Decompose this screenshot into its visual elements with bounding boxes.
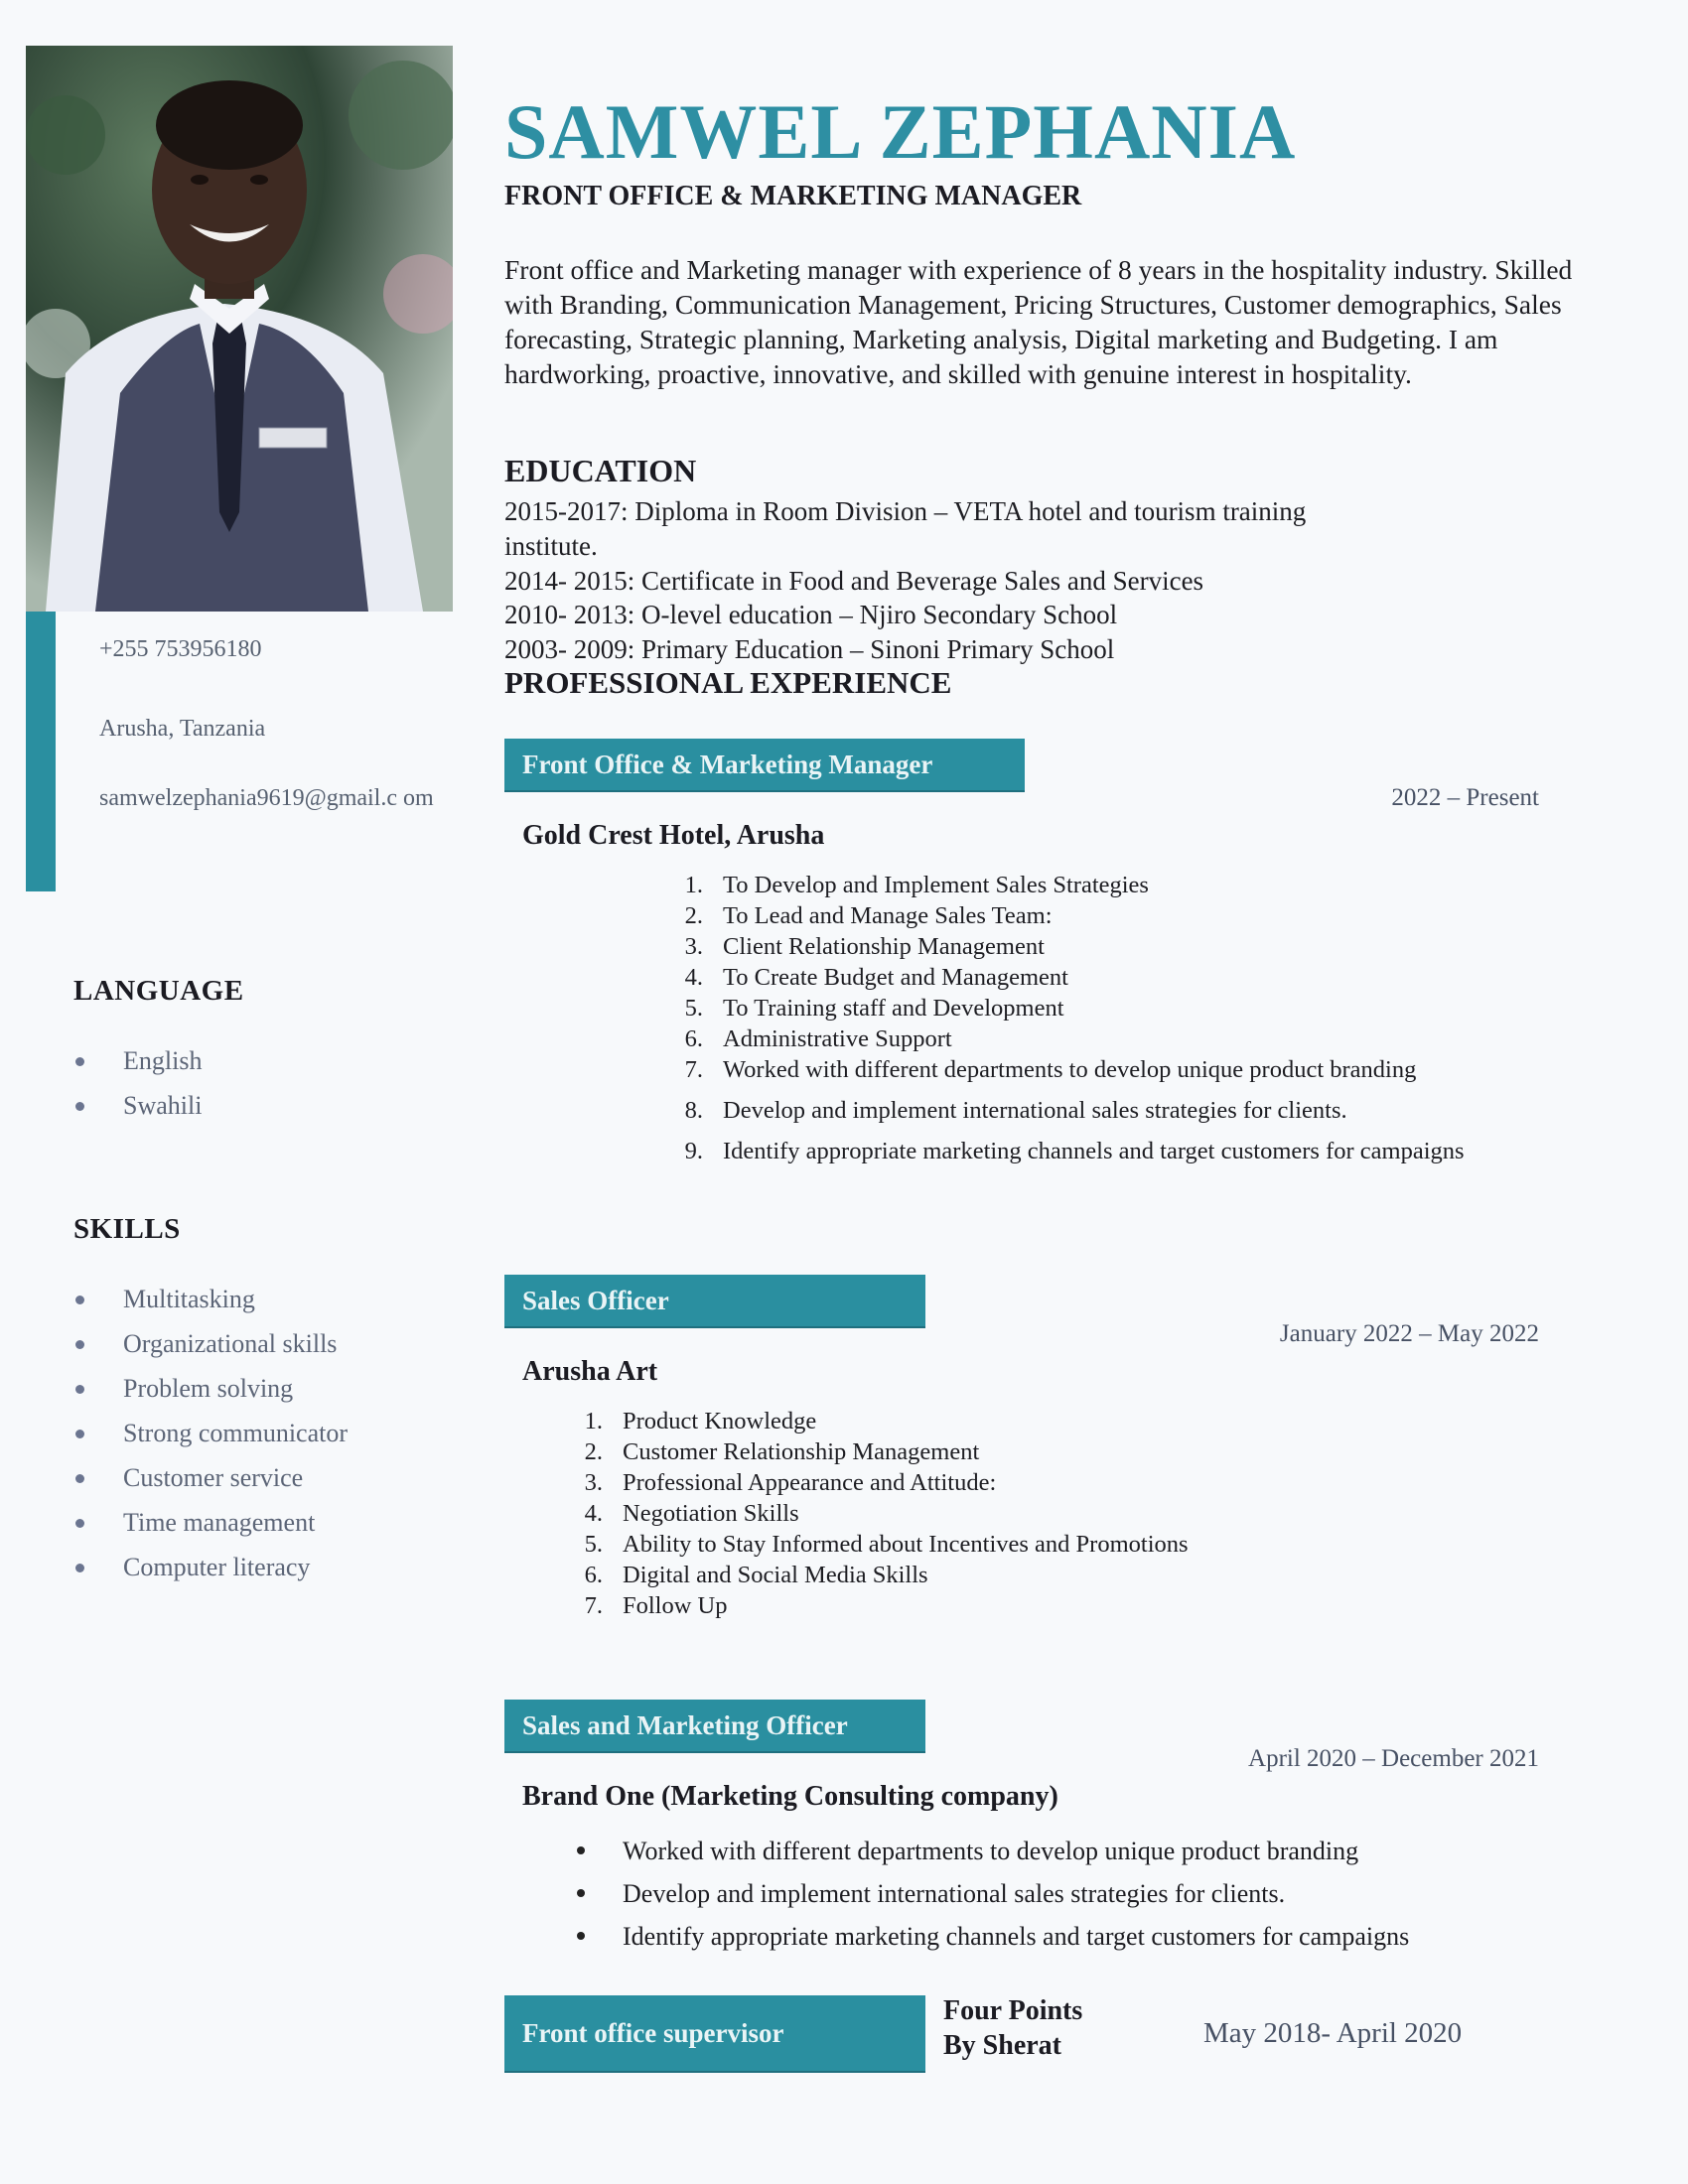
job-company: Arusha Art xyxy=(522,1356,658,1387)
bullet-icon xyxy=(75,1296,84,1304)
contact-email[interactable]: samwelzephania9619@gmail.c om xyxy=(99,785,434,811)
education-line: 2003- 2009: Primary Education – Sinoni Primary School xyxy=(504,634,1115,664)
skill-item: Computer literacy xyxy=(73,1545,348,1589)
role-banner: Front office supervisor xyxy=(504,1995,925,2071)
duty-item: 6. Digital and Social Media Skills xyxy=(584,1562,928,1588)
job-title: FRONT OFFICE & MARKETING MANAGER xyxy=(504,181,1082,211)
language-item: English xyxy=(73,1038,202,1083)
education-line: 2014- 2015: Certificate in Food and Beverage Sales and Services xyxy=(504,566,1204,596)
bullet-icon xyxy=(75,1340,84,1349)
skill-item: Multitasking xyxy=(73,1277,348,1321)
contact-location: Arusha, Tanzania xyxy=(99,716,266,742)
job-company: Brand One (Marketing Consulting company) xyxy=(522,1781,1058,1812)
duty-item: 4. To Create Budget and Management xyxy=(684,964,1068,991)
education-line: 2010- 2013: O-level education – Njiro Secondary School xyxy=(504,600,1118,629)
duty-item: 7. Worked with different departments to develop unique product branding xyxy=(684,1056,1417,1083)
job-period: 2022 – Present xyxy=(1391,784,1539,811)
job-duties-list xyxy=(623,1830,1409,1958)
language-item: Swahili xyxy=(73,1083,202,1128)
duty-item: Develop and implement international sales strategies for clients. xyxy=(623,1872,1409,1915)
profile-photo-illustration xyxy=(26,46,453,612)
job-period: May 2018- April 2020 xyxy=(1203,2017,1463,2049)
job-company: Four Points By Sherat xyxy=(943,1995,1083,2061)
duty-item: 2. Customer Relationship Management xyxy=(584,1438,980,1465)
duty-item: 2. To Lead and Manage Sales Team: xyxy=(684,902,1053,929)
duty-item: Identify appropriate marketing channels and target customers for campaigns xyxy=(623,1915,1409,1958)
duty-item: 5. Ability to Stay Informed about Incentives and Promotions xyxy=(584,1531,1189,1558)
role-banner: Front Office & Marketing Manager xyxy=(504,739,1025,790)
job-period: January 2022 – May 2022 xyxy=(1279,1320,1539,1347)
duty-item: 6. Administrative Support xyxy=(684,1025,952,1052)
profile-summary: Front office and Marketing manager with experience of 8 years in the hospitality industry. Skilled with Branding, Communication Management, Pricing Structures, Customer demographics, Sales forecasting, Strategic planning, Marketing analysis, Digital marketing and Budgeting. I am hardworking, proactive, innovative, and skilled with genuine interest in hospitality. xyxy=(504,254,1573,389)
duty-item: 1. Product Knowledge xyxy=(584,1408,817,1434)
skill-item: Customer service xyxy=(73,1455,348,1500)
duty-item: 3. Client Relationship Management xyxy=(684,933,1045,960)
job-duties-list xyxy=(584,1406,1516,1621)
bullet-icon xyxy=(577,1932,585,1940)
bullet-icon xyxy=(75,1474,84,1483)
education-heading: EDUCATION xyxy=(504,453,697,488)
skill-item: Time management xyxy=(73,1500,348,1545)
duty-item: 5. To Training staff and Development xyxy=(684,995,1064,1022)
skill-item: Organizational skills xyxy=(73,1321,348,1366)
skills-list xyxy=(73,1277,348,1589)
duty-item: 7. Follow Up xyxy=(584,1592,728,1619)
bullet-icon xyxy=(75,1057,84,1066)
education-line: 2015-2017: Diploma in Room Division – VETA hotel and tourism training xyxy=(504,496,1307,526)
language-heading: LANGUAGE xyxy=(73,975,244,1007)
role-banner: Sales and Marketing Officer xyxy=(504,1700,925,1751)
language-list xyxy=(73,1038,202,1128)
job-period: April 2020 – December 2021 xyxy=(1248,1745,1539,1772)
bullet-icon xyxy=(75,1564,84,1572)
duty-item: 3. Professional Appearance and Attitude: xyxy=(584,1469,997,1496)
bullet-icon xyxy=(75,1102,84,1111)
skills-heading: SKILLS xyxy=(73,1213,181,1245)
bullet-icon xyxy=(577,1889,585,1897)
job-company: Gold Crest Hotel, Arusha xyxy=(522,820,825,851)
education-line: institute. xyxy=(504,531,598,561)
experience-heading: PROFESSIONAL EXPERIENCE xyxy=(504,665,952,700)
duty-item: 1. To Develop and Implement Sales Strategies xyxy=(684,872,1149,898)
bullet-icon xyxy=(75,1430,84,1438)
contact-phone[interactable]: +255 753956180 xyxy=(99,636,262,662)
duty-item: Worked with different departments to develop unique product branding xyxy=(623,1830,1409,1872)
bullet-icon xyxy=(75,1519,84,1528)
role-banner: Sales Officer xyxy=(504,1275,925,1326)
profile-photo xyxy=(26,46,453,612)
duty-item: 4. Negotiation Skills xyxy=(584,1500,799,1527)
job-duties-list xyxy=(684,870,1477,1166)
duty-item: 9. Identify appropriate marketing channels and target customers for campaigns xyxy=(684,1138,1465,1164)
skill-item: Strong communicator xyxy=(73,1411,348,1455)
candidate-name: SAMWEL ZEPHANIA xyxy=(504,88,1297,175)
skill-item: Problem solving xyxy=(73,1366,348,1411)
bullet-icon xyxy=(75,1385,84,1394)
contact-section xyxy=(26,612,453,891)
duty-item: 8. Develop and implement international sales strategies for clients. xyxy=(684,1097,1347,1124)
bullet-icon xyxy=(577,1846,585,1854)
